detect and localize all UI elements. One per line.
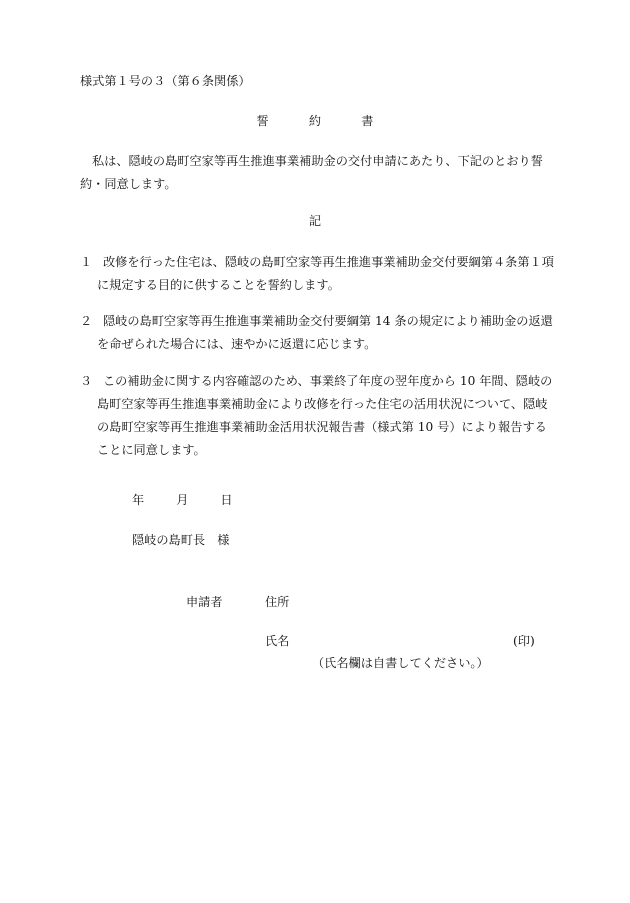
date-day: 日 <box>220 493 233 507</box>
item-text: この補助金に関する内容確認のため、事業終了年度の翌年度から 10 年間、隠岐の島町空家等再生推進事業補助金により改修を行った住宅の活用状況について、隠岐の島町空家等再生推進事業補助金活用状況報告書（様式第 10 号）により報告することに同意します。 <box>97 374 553 457</box>
pledge-item-1 <box>80 251 555 297</box>
document-title: 誓 約 書 <box>256 114 388 128</box>
addressee: 隠岐の島町長 様 <box>132 533 230 547</box>
date-year: 年 <box>132 493 145 507</box>
signature-note: （氏名欄は自書してください。） <box>312 656 489 670</box>
applicant-label: 申請者 <box>186 595 223 609</box>
item-text: 改修を行った住宅は、隠岐の島町空家等再生推進事業補助金交付要綱第４条第１項に規定する目的に供することを誓約します。 <box>97 255 554 292</box>
item-text: 隠岐の島町空家等再生推進事業補助金交付要綱第 14 条の規定により補助金の返還を命ぜられた場合には、速やかに返還に応じます。 <box>97 314 553 351</box>
ki-heading: 記 <box>308 214 322 228</box>
date-month: 月 <box>176 493 189 507</box>
name-label: 氏名 <box>265 634 290 648</box>
address-label: 住所 <box>265 595 290 609</box>
item-number: １ <box>80 255 93 269</box>
pledge-item-3 <box>80 370 555 462</box>
item-number: ３ <box>80 374 93 388</box>
seal-mark: (印) <box>513 634 535 648</box>
form-number: 様式第１号の３（第６条関係） <box>80 74 251 88</box>
pledge-item-2 <box>80 310 555 356</box>
item-number: ２ <box>80 314 93 328</box>
intro-paragraph: 私は、隠岐の島町空家等再生推進事業補助金の交付申請にあたり、下記のとおり誓約・同意します。 <box>80 154 543 191</box>
date-line <box>132 491 233 508</box>
